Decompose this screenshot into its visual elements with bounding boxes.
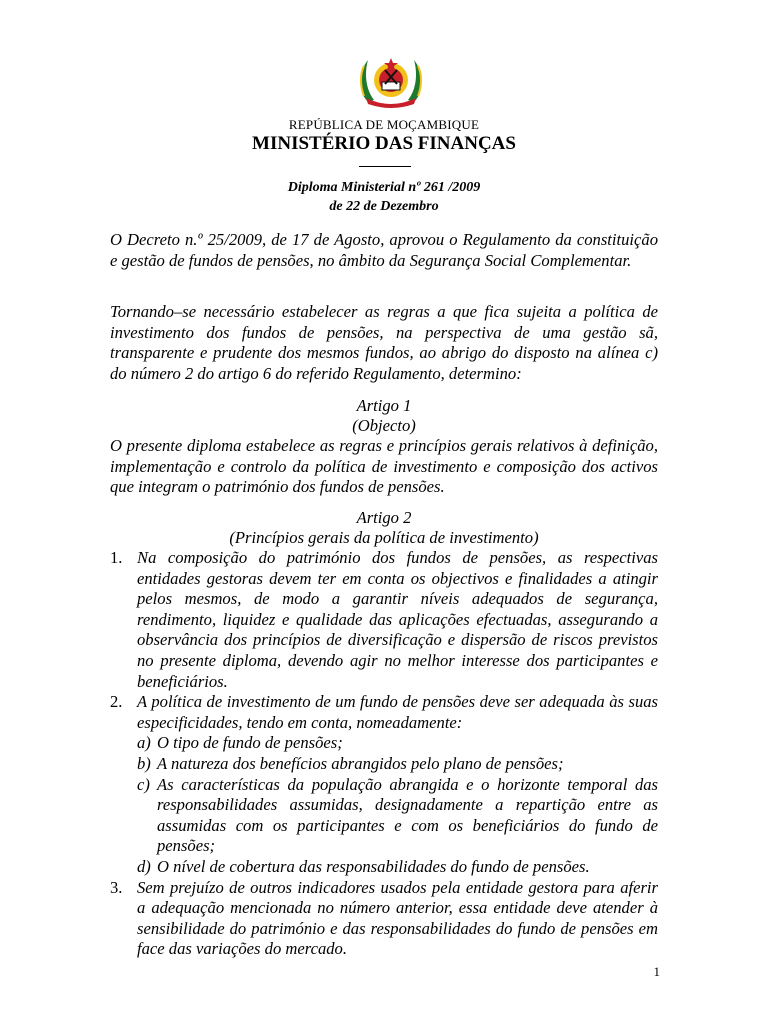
list-item: [110, 878, 658, 960]
preamble-paragraph: Tornando–se necessário estabelecer as regras a que fica sujeita a política de investimento dos fundos de pensões, na perspectiva de uma gestão sã, transparente e prudente dos mesmos fundos, ao abrigo do disposto na alínea c) do número 2 do artigo 6 do referido Regulamento, determino:: [110, 302, 658, 383]
ministry-title: MINISTÉRIO DAS FINANÇAS: [252, 133, 516, 154]
diploma-date: de 22 de Dezembro: [329, 199, 439, 214]
list-item-number: 3.: [110, 877, 123, 897]
article-2-title: Artigo 2: [356, 508, 412, 527]
article-2-list: [110, 548, 658, 960]
page-number: 1: [653, 964, 660, 979]
article-1-subtitle: (Objecto): [352, 416, 416, 435]
national-emblem-icon: [354, 52, 428, 110]
list-item-number: 2.: [110, 692, 123, 712]
country-name: REPÚBLICA DE MOÇAMBIQUE: [288, 117, 480, 132]
sub-list-text: A natureza dos benefícios abrangidos pelo plano de pensões;: [157, 753, 564, 773]
sub-list-item: [137, 733, 658, 754]
article-1-text: O presente diploma estabelece as regras e princípios gerais relativos à definição, implementação e controlo da política de investimento e composição dos activos que integram o património dos fundos de pensões.: [110, 436, 658, 497]
article-2-subtitle: (Princípios gerais da política de investimento): [229, 528, 539, 547]
preamble-paragraph: O Decreto n.º 25/2009, de 17 de Agosto, aprovou o Regulamento da constituição e gestão de fundos de pensões, no âmbito da Segurança Social Complementar.: [110, 230, 658, 270]
sub-list-letter: b): [137, 753, 151, 773]
sub-list-text: O nível de cobertura das responsabilidades do fundo de pensões.: [157, 856, 590, 876]
sub-list-item: [137, 754, 658, 775]
list-item-text: Sem prejuízo de outros indicadores usados pela entidade gestora para aferir a adequação mencionada no número anterior, essa entidade deve atender à sensibilidade do património e das responsabilidades do fundo de pensões em face das variações do mercado.: [137, 877, 658, 959]
list-item-number: 1.: [110, 548, 123, 567]
sub-list-letter: a): [137, 733, 151, 753]
article-1-title: Artigo 1: [356, 396, 412, 415]
diploma-number: Diploma Ministerial nº 261 /2009: [287, 180, 481, 195]
header-divider: [359, 166, 411, 167]
list-item: [110, 548, 658, 692]
sub-list-item: [137, 857, 658, 878]
sub-list-letter: c): [137, 774, 150, 794]
list-item-text: A política de investimento de um fundo de pensões deve ser adequada às suas especificidades, tendo em conta, nomeadamente:: [137, 692, 658, 732]
sub-list-item: [137, 775, 658, 857]
sub-list-text: As características da população abrangida e o horizonte temporal das responsabilidades assumidas, designadamente a repartição entre as assumidas com os participantes e com os beneficiários do fundo de pensões;: [157, 774, 658, 856]
list-item-text: Na composição do património dos fundos de pensões, as respectivas entidades gestoras devem ter em conta os objectivos e finalidades a atingir pelos mesmos, de modo a garantir níveis adequados de segurança, rendimento, liquidez e qualidade das aplicações efectuadas, assegurando a observância dos princípios de diversificação e dispersão de riscos previstos no presente diploma, devendo agir no melhor interesse dos participantes e beneficiários.: [137, 548, 658, 691]
sub-list-text: O tipo de fundo de pensões;: [157, 733, 343, 753]
sub-list-letter: d): [137, 856, 151, 876]
list-item: [110, 692, 658, 877]
